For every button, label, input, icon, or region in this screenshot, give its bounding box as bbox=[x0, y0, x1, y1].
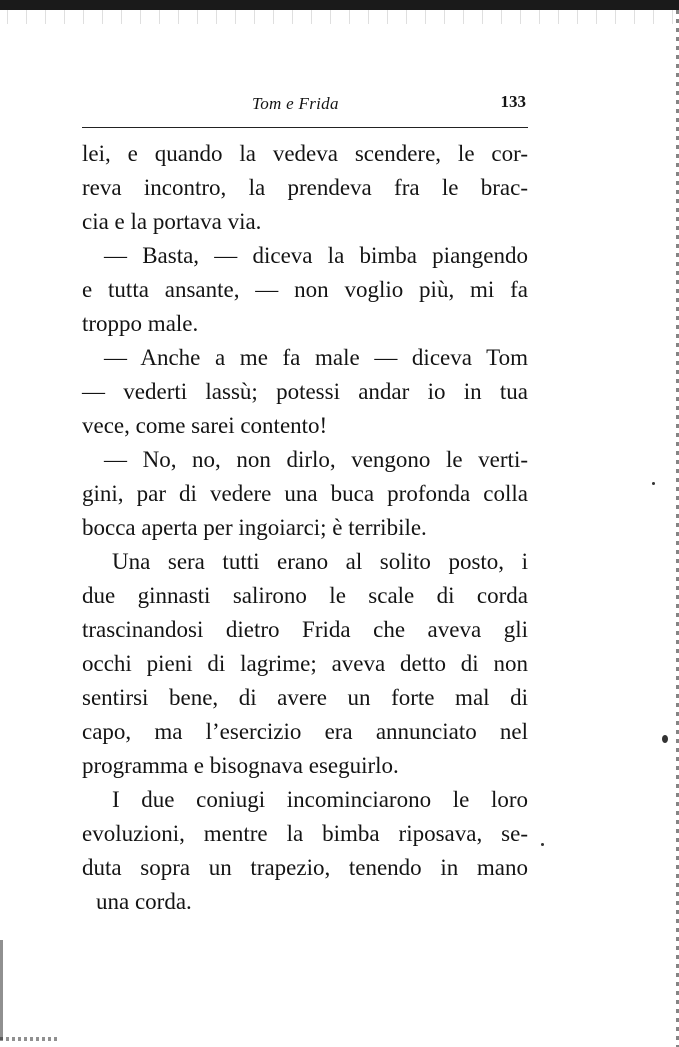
text-line: cia e la portava via. bbox=[82, 209, 262, 234]
text-line: una corda. bbox=[96, 889, 192, 914]
text-line: — Basta, — diceva la bimba piangendo bbox=[104, 243, 528, 268]
header-rule bbox=[82, 127, 528, 128]
text-line: evoluzioni, mentre la bimba riposava, se- bbox=[82, 821, 528, 846]
text-line: gini, par di vedere una buca profonda colla bbox=[82, 481, 528, 506]
text-line: reva incontro, la prendeva fra le brac- bbox=[82, 175, 528, 200]
text-line: vece, come sarei contento! bbox=[82, 413, 328, 438]
ink-speck bbox=[662, 735, 668, 743]
scan-noise-bottom bbox=[0, 1037, 60, 1041]
text-line: Una sera tutti erano al solito posto, i bbox=[112, 549, 528, 574]
ink-speck bbox=[652, 482, 655, 485]
scan-edge-left bbox=[0, 940, 3, 1040]
page-header bbox=[82, 92, 530, 122]
page-top-dark-border bbox=[0, 0, 679, 10]
page-number: 133 bbox=[500, 92, 526, 111]
text-line: I due coniugi incominciarono le loro bbox=[112, 787, 528, 812]
text-line: trascinandosi dietro Frida che aveva gli bbox=[82, 617, 528, 642]
ink-speck bbox=[541, 843, 544, 846]
scan-noise-top bbox=[0, 10, 679, 24]
running-title: Tom e Frida bbox=[252, 94, 339, 113]
text-line: — No, no, non dirlo, vengono le verti- bbox=[104, 447, 528, 472]
text-line: e tutta ansante, — non voglio più, mi fa bbox=[82, 277, 528, 302]
text-line: — vederti lassù; potessi andar io in tua bbox=[82, 379, 528, 404]
text-line: bocca aperta per ingoiarci; è terribile. bbox=[82, 515, 427, 540]
text-line: due ginnasti salirono le scale di corda bbox=[82, 583, 528, 608]
text-line: duta sopra un trapezio, tenendo in mano bbox=[82, 855, 528, 880]
text-line: — Anche a me fa male — diceva Tom bbox=[104, 345, 528, 370]
text-line: sentirsi bene, di avere un forte mal di bbox=[82, 685, 528, 710]
text-line: occhi pieni di lagrime; aveva detto di non bbox=[82, 651, 528, 676]
text-line: lei, e quando la vedeva scendere, le cor- bbox=[82, 141, 528, 166]
text-line: troppo male. bbox=[82, 311, 199, 336]
text-line: capo, ma l’esercizio era annunciato nel bbox=[82, 719, 528, 744]
body-text bbox=[82, 137, 528, 919]
text-line: programma e bisognava eseguirlo. bbox=[82, 753, 399, 778]
